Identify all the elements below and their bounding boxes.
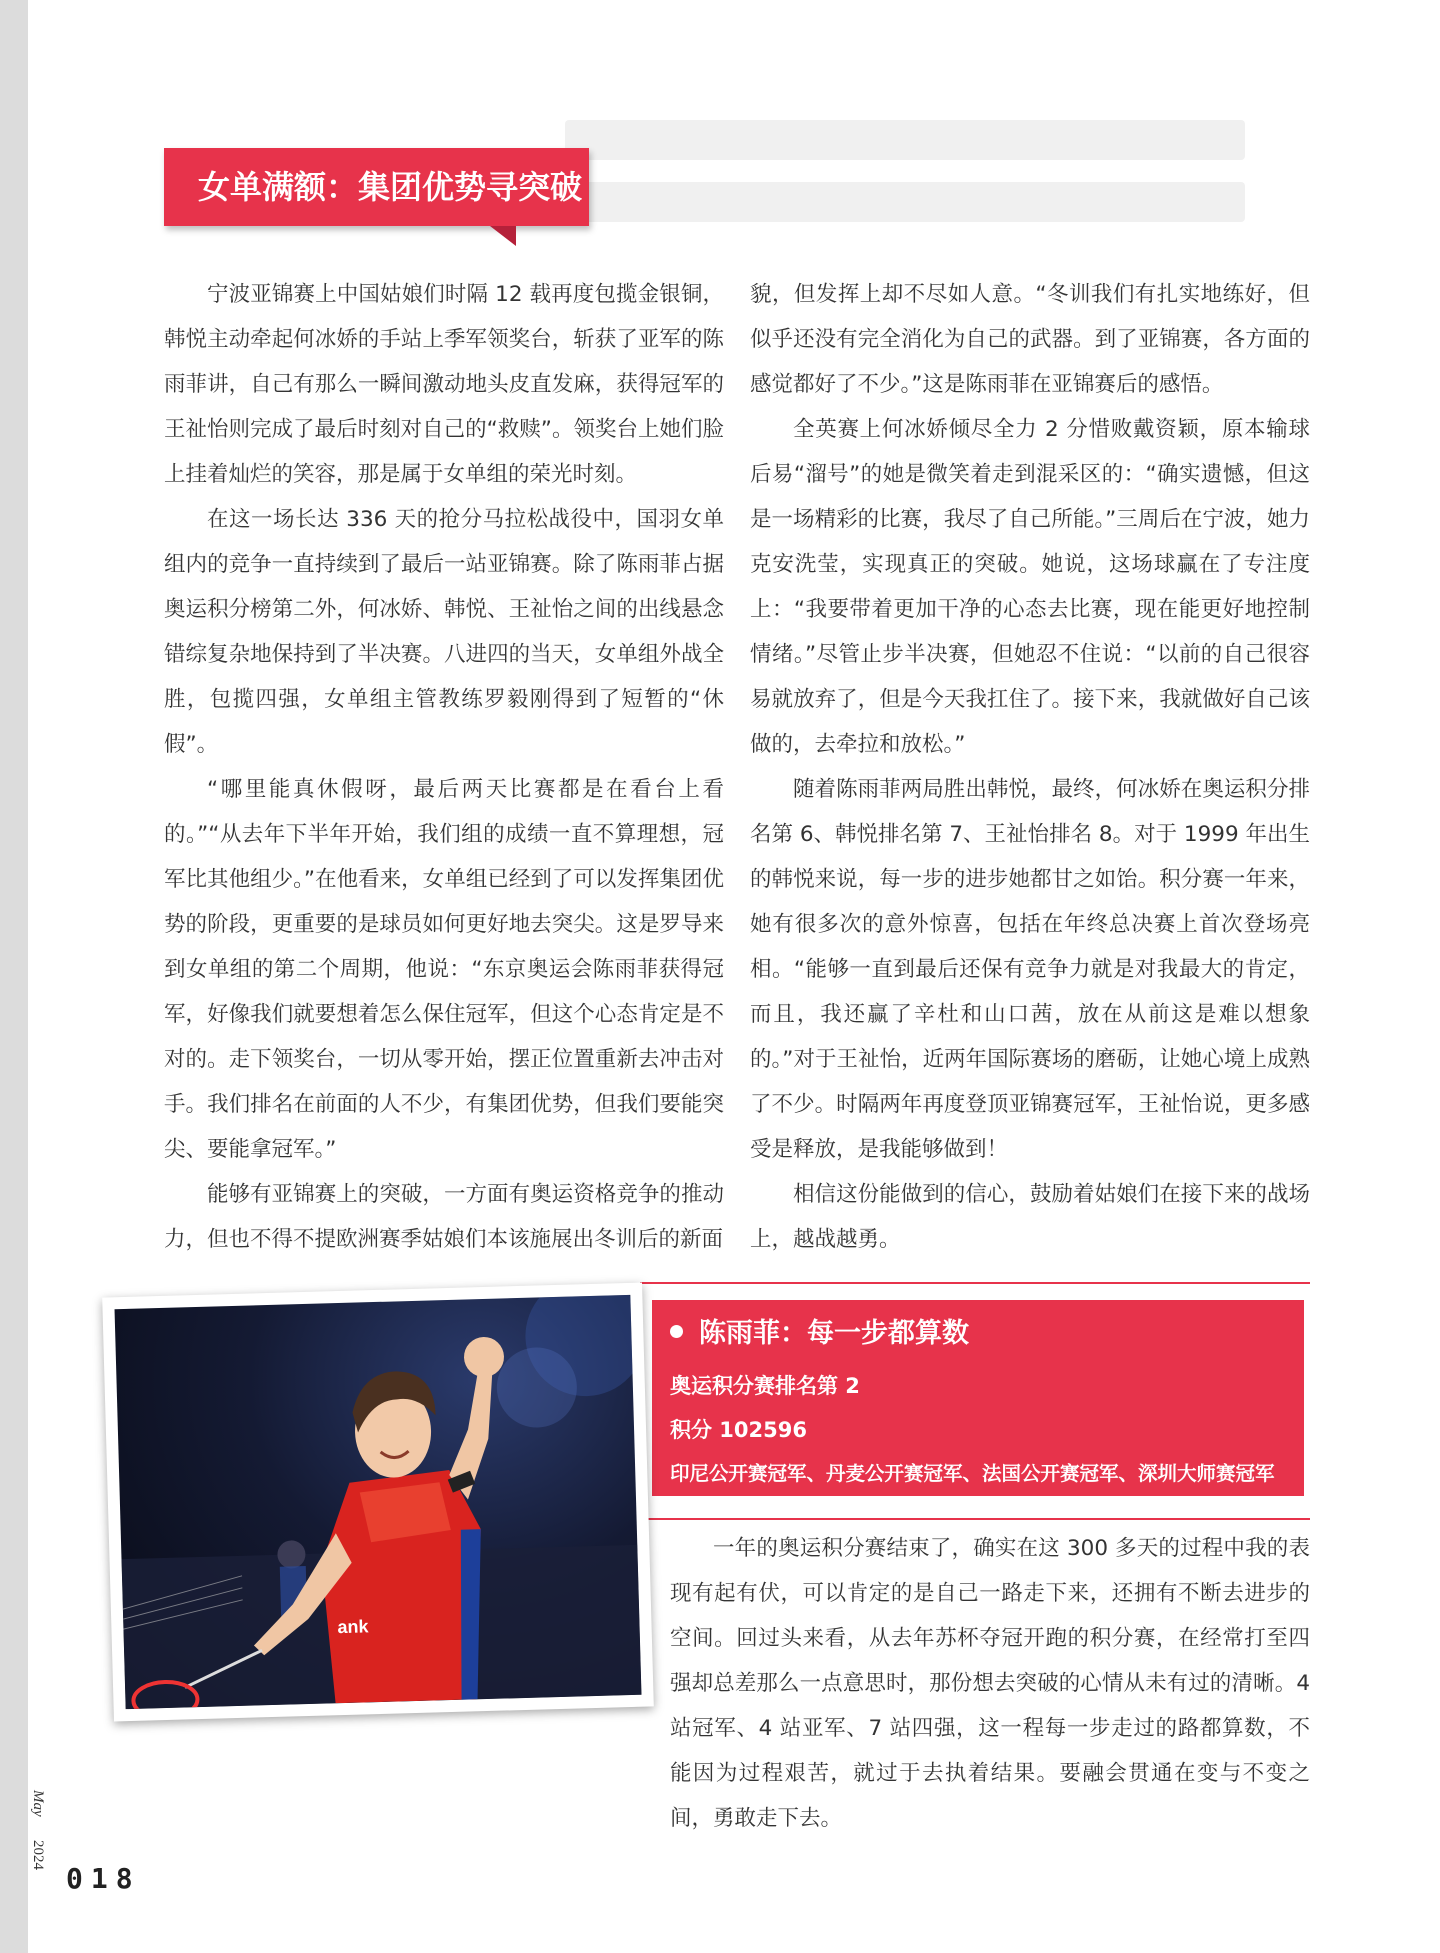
profile-points: 积分 102596 (670, 1418, 807, 1442)
issue-year: 2024 (30, 1840, 46, 1870)
player-photo (115, 1295, 642, 1709)
paragraph: 随着陈雨菲两局胜出韩悦，最终，何冰娇在奥运积分排名第 6、韩悦排名第 7、王祉怡排名 8。对于 1999 年出生的韩悦来说，每一步的进步她都甘之如饴。积分赛一年来，她有很多次的意外惊喜，包括在年终总决赛上首次登场亮相。“能够一直到最后还保有竞争力就是对我最大的肯定，而且，我还赢了辛杜和山口茜，放在从前这是难以想象的。”对于王祉怡，近两年国际赛场的磨砺，让她心境上成熟了不少。时隔两年再度登顶亚锦赛冠军，王祉怡说，更多感受是释放，是我能够做到！ (750, 777, 1310, 1162)
paragraph: 宁波亚锦赛上中国姑娘们时隔 12 载再度包揽金银铜，韩悦主动牵起何冰娇的手站上季军领奖台，斩获了亚军的陈雨菲讲，自己有那么一瞬间激动地头皮直发麻，获得冠军的王祉怡则完成了最后时刻对自己的“救赎”。领奖台上她们脸上挂着灿烂的笑容，那是属于女单组的荣光时刻。 (164, 282, 724, 487)
paragraph: 能够有亚锦赛上的突破，一方面有奥运资格竞争的推动力，但也不得不提欧洲赛季姑娘们本该施展出冬训后的新面 (164, 1182, 724, 1252)
profile-heading-text: 陈雨菲：每一步都算数 (699, 1318, 969, 1349)
player-quote (670, 1526, 1310, 1841)
player-illustration (115, 1295, 642, 1709)
paragraph: 相信这份能做到的信心，鼓励着姑娘们在接下来的战场上，越战越勇。 (750, 1182, 1310, 1252)
banner-fold (490, 226, 516, 246)
bullet-icon (670, 1325, 683, 1338)
section-banner (164, 148, 589, 226)
divider-bottom (640, 1518, 1310, 1520)
paragraph: 全英赛上何冰娇倾尽全力 2 分惜败戴资颖，原本输球后易“溜号”的她是微笑着走到混采区的：“确实遗憾，但这是一场精彩的比赛，我尽了自己所能。”三周后在宁波，她力克安洗莹，实现真正的突破。她说，这场球赢在了专注度上：“我要带着更加干净的心态去比赛，现在能更好地控制情绪。”尽管止步半决赛，但她忍不住说：“以前的自己很容易就放弃了，但是今天我扛住了。接下来，我就做好自己该做的，去牵拉和放松。” (750, 417, 1310, 757)
issue-month: May (30, 1790, 46, 1817)
profile-ranking: 奥运积分赛排名第 2 (670, 1374, 860, 1398)
left-margin-strip (0, 0, 28, 1953)
player-photo-frame (102, 1283, 654, 1722)
player-profile-box (652, 1300, 1304, 1496)
paragraph: 在这一场长达 336 天的抢分马拉松战役中，国羽女单组内的竞争一直持续到了最后一站亚锦赛。除了陈雨菲占据奥运积分榜第二外，何冰娇、韩悦、王祉怡之间的出线悬念错综复杂地保持到了半决赛。八进四的当天，女单组外战全胜，包揽四强，女单组主管教练罗毅刚得到了短暂的“休假”。 (164, 507, 724, 757)
jersey-text: ank (337, 1616, 369, 1638)
paragraph: “哪里能真休假呀，最后两天比赛都是在看台上看的。”“从去年下半年开始，我们组的成绩一直不算理想，冠军比其他组少。”在他看来，女单组已经到了可以发挥集团优势的阶段，更重要的是球员如何更好地去突尖。这是罗导来到女单组的第二个周期，他说：“东京奥运会陈雨菲获得冠军，好像我们就要想着怎么保住冠军，但这个心态肯定是不对的。走下领奖台，一切从零开始，摆正位置重新去冲击对手。我们排名在前面的人不少，有集团优势，但我们要能突尖、要能拿冠军。” (164, 777, 724, 1162)
quote-paragraph: 一年的奥运积分赛结束了，确实在这 300 多天的过程中我的表现有起有伏，可以肯定的是自己一路走下来，还拥有不断去进步的空间。回过头来看，从去年苏杯夺冠开跑的积分赛，在经常打至四强却总差那么一点意思时，那份想去突破的心情从未有过的清晰。4 站冠军、4 站亚军、7 站四强，这一程每一步走过的路都算数，不能因为过程艰苦，就过于去执着结果。要融会贯通在变与不变之间，勇敢走下去。 (670, 1536, 1310, 1831)
profile-titles: 印尼公开赛冠军、丹麦公开赛冠军、法国公开赛冠军、深圳大师赛冠军 (670, 1462, 1275, 1485)
article-column-right (750, 272, 1310, 1262)
page-number: 018 (66, 1862, 141, 1895)
article-column-left (164, 272, 724, 1262)
paragraph-continued: 貌，但发挥上却不尽如人意。“冬训我们有扎实地练好，但似乎还没有完全消化为自己的武器。到了亚锦赛，各方面的感觉都好了不少。”这是陈雨菲在亚锦赛后的感悟。 (750, 282, 1310, 397)
decorative-background-text (555, 112, 1255, 262)
section-title: 女单满额：集团优势寻突破 (198, 168, 583, 206)
divider-top (640, 1282, 1310, 1284)
profile-heading (670, 1310, 969, 1358)
decorative-pattern (555, 112, 1255, 262)
